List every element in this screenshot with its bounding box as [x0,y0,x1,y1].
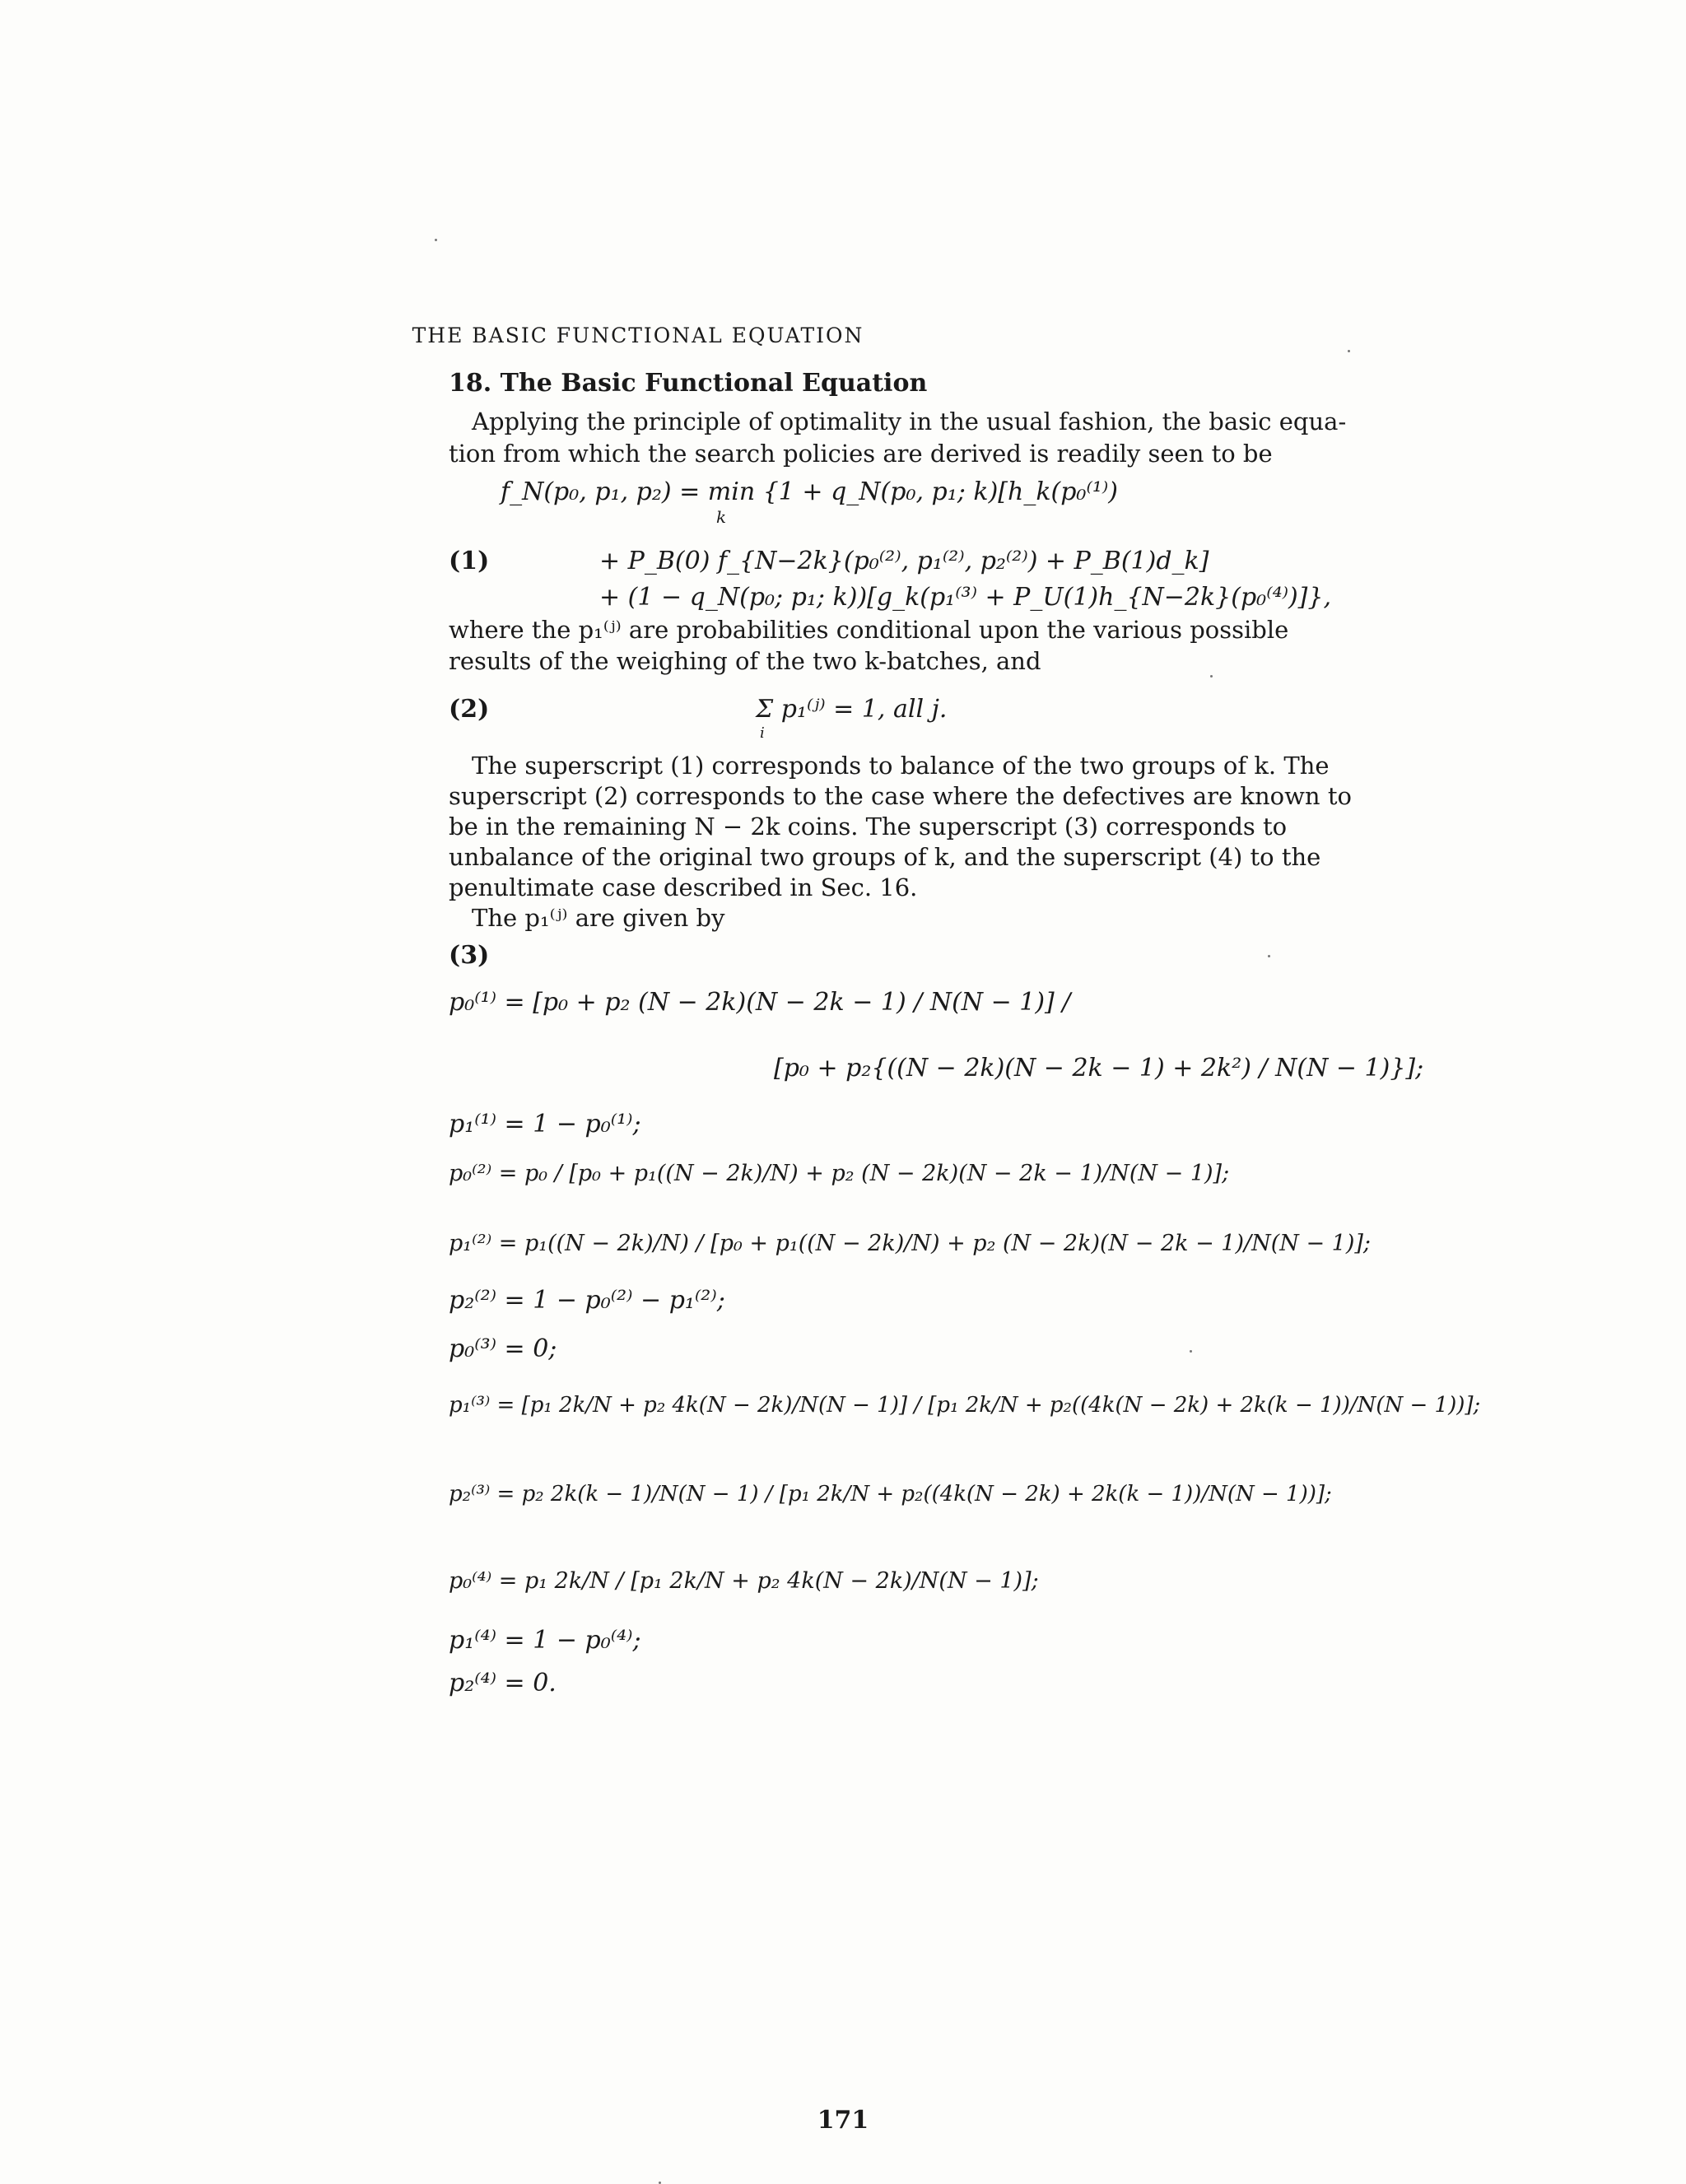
eq3-label: (3) [449,941,490,970]
scan-speck [1210,675,1213,678]
eq1-min-subscript: k [716,507,727,527]
eq2-sum-index: i [760,724,765,742]
page-number: 171 [817,2106,869,2135]
scan-speck [1190,1350,1192,1353]
where-line-2: results of the weighing of the two k-batches, and [449,647,1041,675]
given-by-line: The p₁⁽ʲ⁾ are given by [472,904,725,932]
eq3-p1-2: p₁⁽²⁾ = p₁((N − 2k)/N) / [p₀ + p₁((N − 2k)/N) + p₂ (N − 2k)(N − 2k − 1)/N(N − 1)]; [449,1231,1371,1256]
scan-speck [1268,955,1270,957]
scan-speck [1348,350,1350,352]
section-title: 18. The Basic Functional Equation [449,369,928,398]
eq3-p0-1-denominator: [p₀ + p₂{((N − 2k)(N − 2k − 1) + 2k²) / N(N − 1)}]; [774,1054,1424,1083]
intro-line-2: tion from which the search policies are derived is readily seen to be [449,440,1273,468]
eq3-p0-4: p₀⁽⁴⁾ = p₁ 2k/N / [p₁ 2k/N + p₂ 4k(N − 2k)/N(N − 1)]; [449,1568,1039,1594]
eq2-body: Σ p₁⁽ʲ⁾ = 1, all j. [756,695,948,724]
eq1-line-1: f_N(p₀, p₁, p₂) = min {1 + q_N(p₀, p₁; k)[h_k(p₀⁽¹⁾) [501,477,1118,506]
running-header: THE BASIC FUNCTIONAL EQUATION [412,324,864,347]
scan-speck [435,239,437,241]
eq3-p0-2: p₀⁽²⁾ = p₀ / [p₀ + p₁((N − 2k)/N) + p₂ (N − 2k)(N − 2k − 1)/N(N − 1)]; [449,1161,1230,1186]
eq3-p1-4: p₁⁽⁴⁾ = 1 − p₀⁽⁴⁾; [449,1626,641,1655]
intro-line-1: Applying the principle of optimality in the usual fashion, the basic equa- [472,407,1347,435]
eq3-p1-3: p₁⁽³⁾ = [p₁ 2k/N + p₂ 4k(N − 2k)/N(N − 1)] / [p₁ 2k/N + p₂((4k(N − 2k) + 2k(k − 1))/N(N − 1))]; [449,1393,1481,1418]
para2-line-5: penultimate case described in Sec. 16. [449,873,918,901]
eq3-p2-2: p₂⁽²⁾ = 1 − p₀⁽²⁾ − p₁⁽²⁾; [449,1286,725,1315]
para2-line-4: unbalance of the original two groups of k, and the superscript (4) to the [449,843,1321,871]
eq3-p2-4: p₂⁽⁴⁾ = 0. [449,1669,557,1697]
eq1-line-3: + (1 − q_N(p₀; p₁; k))[g_k(p₁⁽³⁾ + P_U(1)h_{N−2k}(p₀⁽⁴⁾)]}, [599,583,1331,612]
eq1-line-2: + P_B(0) f_{N−2k}(p₀⁽²⁾, p₁⁽²⁾, p₂⁽²⁾) + P_B(1)d_k] [599,547,1209,575]
para2-line-3: be in the remaining N − 2k coins. The superscript (3) corresponds to [449,813,1288,841]
para2-line-1: The superscript (1) corresponds to balance of the two groups of k. The [472,752,1330,780]
eq3-p0-1-numerator: p₀⁽¹⁾ = [p₀ + p₂ (N − 2k)(N − 2k − 1) / N(N − 1)] / [449,988,1071,1017]
para2-line-2: superscript (2) corresponds to the case where the defectives are known to [449,782,1352,810]
eq2-label: (2) [449,695,490,724]
eq3-p0-3: p₀⁽³⁾ = 0; [449,1334,557,1363]
where-line-1: where the p₁⁽ʲ⁾ are probabilities conditional upon the various possible [449,616,1289,644]
eq3-p1-1: p₁⁽¹⁾ = 1 − p₀⁽¹⁾; [449,1110,641,1139]
eq3-p2-3: p₂⁽³⁾ = p₂ 2k(k − 1)/N(N − 1) / [p₁ 2k/N + p₂((4k(N − 2k) + 2k(k − 1))/N(N − 1))]; [449,1482,1332,1506]
eq1-label: (1) [449,547,490,575]
